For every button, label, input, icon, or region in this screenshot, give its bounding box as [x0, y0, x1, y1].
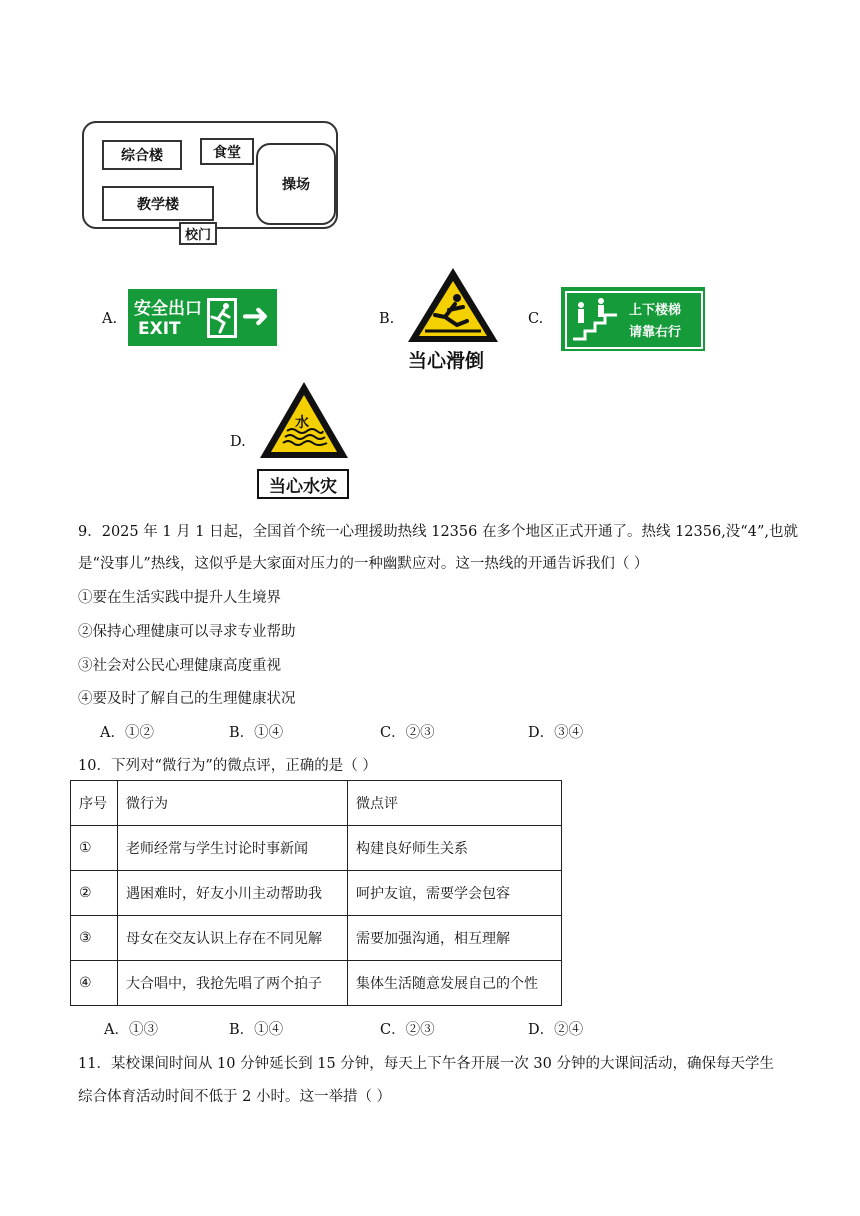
row-behavior: 老师经常与学生讨论时事新闻	[118, 826, 348, 871]
row-comment: 构建良好师生关系	[348, 826, 562, 871]
stairs-sign	[561, 287, 705, 351]
running-man-icon	[206, 297, 238, 339]
q10-choice-c: C．②③	[380, 1022, 435, 1038]
table-row	[71, 916, 562, 961]
q9-choice-b: B．①④	[229, 725, 284, 741]
option-c-letter: C.	[528, 311, 544, 327]
header-comment: 微点评	[348, 781, 562, 826]
stairs-sign-line1: 上下楼梯	[629, 303, 682, 318]
q9-item-1: ①要在生活实践中提升人生境界	[78, 590, 281, 606]
row-index: ④	[71, 961, 118, 1006]
option-b-letter: B.	[379, 311, 395, 327]
q10-table	[70, 780, 562, 1006]
map-school-gate: 校门	[179, 222, 217, 245]
header-index: 序号	[71, 781, 118, 826]
q9-stem-line2: 是“没事儿”热线，这似乎是大家面对压力的一种幽默应对。这一热线的开通告诉我们（ ）	[78, 556, 649, 572]
q9-stem-line1: 9．2025 年 1 月 1 日起，全国首个统一心理援助热线 12356 在多个地区正式开通了。热线 12356,没“4”,也就	[78, 524, 798, 540]
q9-choice-a: A．①②	[100, 725, 154, 741]
row-behavior: 母女在交友认识上存在不同见解	[118, 916, 348, 961]
q9-item-4: ④要及时了解自己的生理健康状况	[78, 691, 296, 707]
q11-stem-line2: 综合体育活动时间不低于 2 小时。这一举措（ ）	[78, 1089, 392, 1105]
slip-warning-icon	[405, 265, 501, 345]
map-building-canteen: 食堂	[200, 138, 254, 165]
option-a-letter: A.	[102, 311, 118, 327]
map-playground: 操场	[256, 143, 336, 225]
q9-choice-d: D．③④	[528, 725, 584, 741]
row-comment: 呵护友谊，需要学会包容	[348, 871, 562, 916]
header-behavior: 微行为	[118, 781, 348, 826]
option-d-letter: D.	[230, 434, 246, 450]
q10-stem: 10．下列对“微行为”的微点评，正确的是（ ）	[78, 758, 377, 774]
q9-item-3: ③社会对公民心理健康高度重视	[78, 658, 281, 674]
slip-warning-caption: 当心滑倒	[408, 350, 485, 372]
row-behavior: 遇困难时，好友小川主动帮助我	[118, 871, 348, 916]
q9-choice-c: C．②③	[380, 725, 435, 741]
table-row	[71, 871, 562, 916]
row-behavior: 大合唱中，我抢先唱了两个拍子	[118, 961, 348, 1006]
row-index: ③	[71, 916, 118, 961]
stairs-people-icon	[571, 297, 621, 341]
table-row	[71, 961, 562, 1006]
table-row	[71, 826, 562, 871]
arrow-right-icon: ➜	[241, 296, 270, 336]
q10-choice-d: D．②④	[528, 1022, 584, 1038]
exit-sign	[128, 289, 277, 346]
exit-sign-cn: 安全出口	[134, 299, 202, 319]
q9-item-2: ②保持心理健康可以寻求专业帮助	[78, 624, 296, 640]
map-building-zonghelou: 综合楼	[102, 140, 182, 170]
q10-choice-a: A．①③	[104, 1022, 158, 1038]
q10-choice-b: B．①④	[229, 1022, 284, 1038]
row-index: ②	[71, 871, 118, 916]
q11-stem-line1: 11．某校课间时间从 10 分钟延长到 15 分钟，每天上下午各开展一次 30 分钟的大课间活动，确保每天学生	[78, 1056, 774, 1072]
stairs-sign-line2: 请靠右行	[629, 325, 682, 340]
exit-sign-en: EXIT	[138, 319, 181, 339]
row-index: ①	[71, 826, 118, 871]
row-comment: 集体生活随意发展自己的个性	[348, 961, 562, 1006]
row-comment: 需要加强沟通，相互理解	[348, 916, 562, 961]
flood-warning-caption: 当心水灾	[257, 469, 349, 499]
campus-map	[82, 121, 338, 229]
map-building-teaching: 教学楼	[102, 186, 214, 221]
table-header-row	[71, 781, 562, 826]
flood-symbol: 水	[295, 415, 309, 431]
